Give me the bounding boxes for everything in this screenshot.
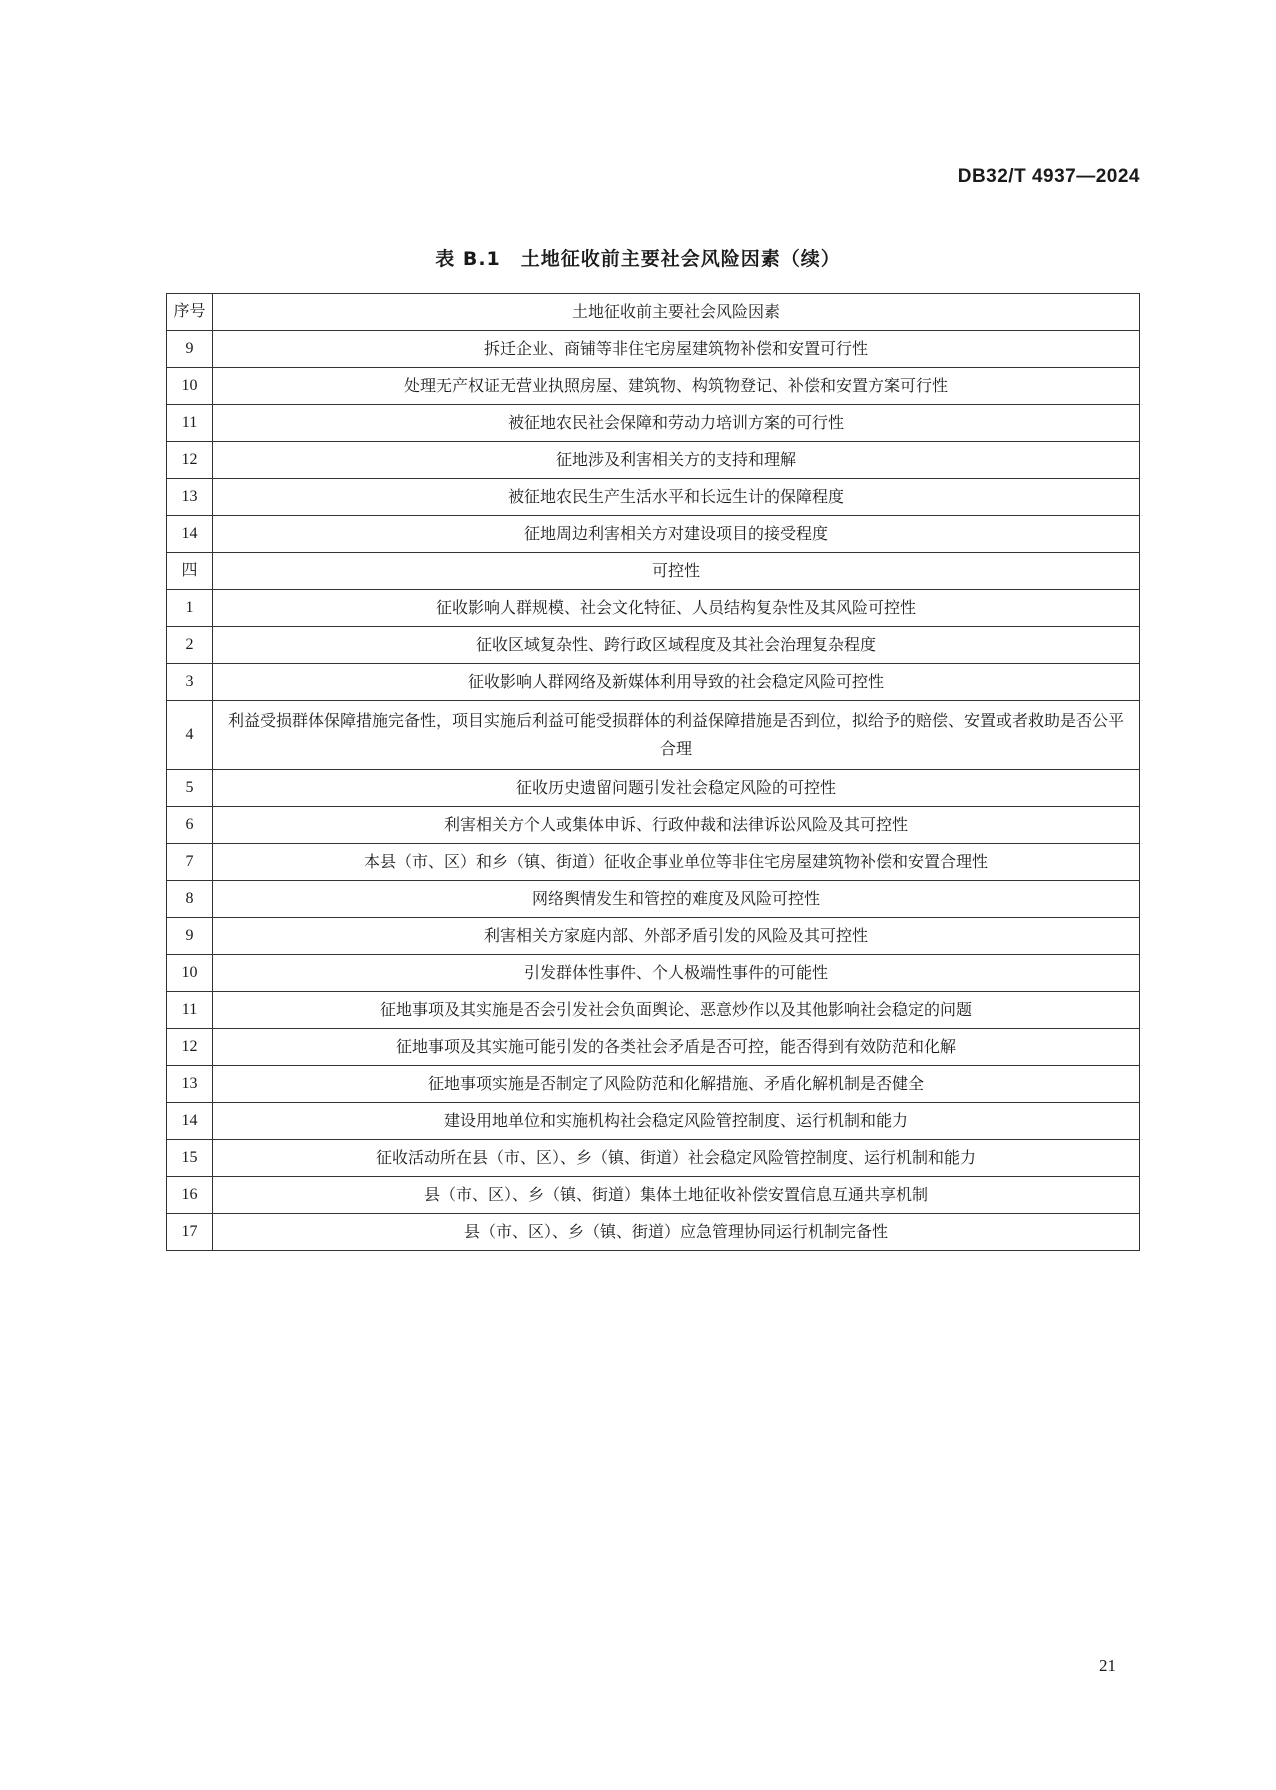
risk-factor-cell: 征地周边利害相关方对建设项目的接受程度 bbox=[213, 516, 1140, 553]
row-number-cell: 7 bbox=[167, 844, 213, 881]
table-row bbox=[167, 955, 1140, 992]
table-title: 表 B.1 土地征收前主要社会风险因素（续） bbox=[435, 248, 841, 270]
risk-factor-cell: 网络舆情发生和管控的难度及风险可控性 bbox=[213, 881, 1140, 918]
table-row bbox=[167, 1103, 1140, 1140]
risk-factor-cell: 利害相关方个人或集体申诉、行政仲裁和法律诉讼风险及其可控性 bbox=[213, 807, 1140, 844]
table-row bbox=[167, 918, 1140, 955]
row-number-cell: 11 bbox=[167, 992, 213, 1029]
risk-factor-cell: 处理无产权证无营业执照房屋、建筑物、构筑物登记、补偿和安置方案可行性 bbox=[213, 368, 1140, 405]
table-row bbox=[167, 1066, 1140, 1103]
risk-factor-cell: 利害相关方家庭内部、外部矛盾引发的风险及其可控性 bbox=[213, 918, 1140, 955]
table-row bbox=[167, 1214, 1140, 1251]
table-row bbox=[167, 553, 1140, 590]
table-row bbox=[167, 844, 1140, 881]
risk-factor-table-container bbox=[166, 293, 1139, 1251]
risk-factor-cell: 拆迁企业、商铺等非住宅房屋建筑物补偿和安置可行性 bbox=[213, 331, 1140, 368]
table-row bbox=[167, 881, 1140, 918]
row-number-cell: 13 bbox=[167, 1066, 213, 1103]
risk-factor-cell: 征收影响人群网络及新媒体利用导致的社会稳定风险可控性 bbox=[213, 664, 1140, 701]
risk-factor-cell: 利益受损群体保障措施完备性，项目实施后利益可能受损群体的利益保障措施是否到位，拟给予的赔偿、安置或者救助是否公平合理 bbox=[213, 701, 1140, 770]
risk-factor-cell: 征收历史遗留问题引发社会稳定风险的可控性 bbox=[213, 770, 1140, 807]
table-row bbox=[167, 770, 1140, 807]
row-number-cell: 3 bbox=[167, 664, 213, 701]
table-header-row bbox=[167, 294, 1140, 331]
row-number-cell: 14 bbox=[167, 1103, 213, 1140]
row-number-cell: 17 bbox=[167, 1214, 213, 1251]
risk-factor-cell: 被征地农民生产生活水平和长远生计的保障程度 bbox=[213, 479, 1140, 516]
risk-factor-cell: 征地事项实施是否制定了风险防范和化解措施、矛盾化解机制是否健全 bbox=[213, 1066, 1140, 1103]
page-number: 21 bbox=[1099, 1656, 1116, 1675]
table-row bbox=[167, 627, 1140, 664]
risk-factor-cell: 可控性 bbox=[213, 553, 1140, 590]
row-number-cell: 8 bbox=[167, 881, 213, 918]
table-row bbox=[167, 701, 1140, 770]
row-number-cell: 15 bbox=[167, 1140, 213, 1177]
row-number-cell: 4 bbox=[167, 701, 213, 770]
row-number-cell: 16 bbox=[167, 1177, 213, 1214]
risk-factor-cell: 被征地农民社会保障和劳动力培训方案的可行性 bbox=[213, 405, 1140, 442]
risk-factor-table bbox=[166, 293, 1140, 1251]
table-row bbox=[167, 992, 1140, 1029]
row-number-cell: 1 bbox=[167, 590, 213, 627]
row-number-cell: 11 bbox=[167, 405, 213, 442]
table-row bbox=[167, 807, 1140, 844]
row-number-cell: 5 bbox=[167, 770, 213, 807]
row-number-cell: 2 bbox=[167, 627, 213, 664]
row-number-cell: 10 bbox=[167, 368, 213, 405]
risk-factor-cell: 征收影响人群规模、社会文化特征、人员结构复杂性及其风险可控性 bbox=[213, 590, 1140, 627]
column-header-number: 序号 bbox=[167, 294, 213, 331]
row-number-cell: 四 bbox=[167, 553, 213, 590]
risk-factor-cell: 本县（市、区）和乡（镇、街道）征收企事业单位等非住宅房屋建筑物补偿和安置合理性 bbox=[213, 844, 1140, 881]
row-number-cell: 14 bbox=[167, 516, 213, 553]
table-row bbox=[167, 331, 1140, 368]
risk-factor-cell: 建设用地单位和实施机构社会稳定风险管控制度、运行机制和能力 bbox=[213, 1103, 1140, 1140]
table-row bbox=[167, 590, 1140, 627]
table-row bbox=[167, 664, 1140, 701]
row-number-cell: 9 bbox=[167, 331, 213, 368]
row-number-cell: 12 bbox=[167, 1029, 213, 1066]
table-row bbox=[167, 516, 1140, 553]
table-row bbox=[167, 1029, 1140, 1066]
table-row bbox=[167, 368, 1140, 405]
table-body bbox=[167, 331, 1140, 1251]
row-number-cell: 12 bbox=[167, 442, 213, 479]
row-number-cell: 9 bbox=[167, 918, 213, 955]
standard-code: DB32/T 4937—2024 bbox=[957, 166, 1140, 187]
risk-factor-cell: 征收活动所在县（市、区）、乡（镇、街道）社会稳定风险管控制度、运行机制和能力 bbox=[213, 1140, 1140, 1177]
table-row bbox=[167, 1177, 1140, 1214]
risk-factor-cell: 县（市、区）、乡（镇、街道）应急管理协同运行机制完备性 bbox=[213, 1214, 1140, 1251]
table-row bbox=[167, 479, 1140, 516]
risk-factor-cell: 征收区域复杂性、跨行政区域程度及其社会治理复杂程度 bbox=[213, 627, 1140, 664]
table-row bbox=[167, 405, 1140, 442]
risk-factor-cell: 征地涉及利害相关方的支持和理解 bbox=[213, 442, 1140, 479]
risk-factor-cell: 征地事项及其实施可能引发的各类社会矛盾是否可控，能否得到有效防范和化解 bbox=[213, 1029, 1140, 1066]
risk-factor-cell: 征地事项及其实施是否会引发社会负面舆论、恶意炒作以及其他影响社会稳定的问题 bbox=[213, 992, 1140, 1029]
row-number-cell: 13 bbox=[167, 479, 213, 516]
table-row bbox=[167, 442, 1140, 479]
table-row bbox=[167, 1140, 1140, 1177]
risk-factor-cell: 引发群体性事件、个人极端性事件的可能性 bbox=[213, 955, 1140, 992]
row-number-cell: 6 bbox=[167, 807, 213, 844]
risk-factor-cell: 县（市、区）、乡（镇、街道）集体土地征收补偿安置信息互通共享机制 bbox=[213, 1177, 1140, 1214]
row-number-cell: 10 bbox=[167, 955, 213, 992]
column-header-factor: 土地征收前主要社会风险因素 bbox=[213, 294, 1140, 331]
